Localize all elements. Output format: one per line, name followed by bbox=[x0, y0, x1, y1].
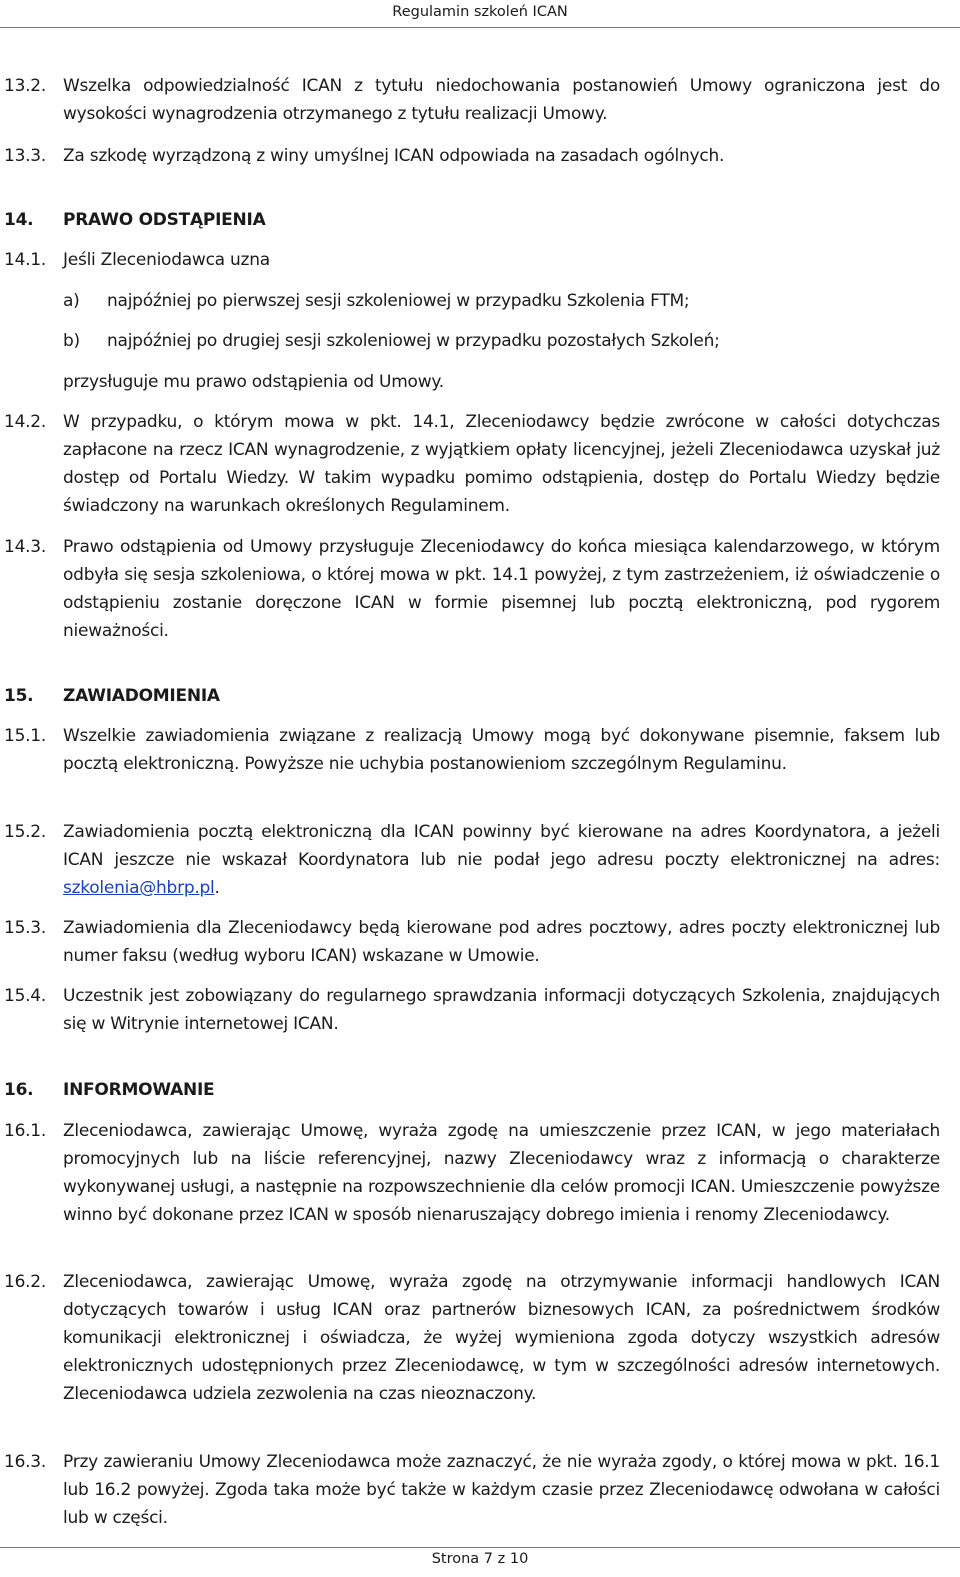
section-number: 16. bbox=[4, 1080, 34, 1100]
paragraph-text: Zleceniodawca, zawierając Umowę, wyraża zgodę na umieszczenie przez ICAN, w jego materiałach promocyjnych lub na liście referencyjnej, nazwy Zleceniodawcy wraz z informacją o charakterze wykonywanej usługi, a następnie na rozpowszechnienie dla celów promocji ICAN. Umieszczenie powyższe winno być dokonane przez ICAN w sposób nienaruszający dobrego imienia i renomy Zleceniodawcy. bbox=[63, 1121, 940, 1225]
list-item-text: najpóźniej po pierwszej sesji szkoleniowej w przypadku Szkolenia FTM; bbox=[107, 291, 690, 311]
paragraph-text: Wszelka odpowiedzialność ICAN z tytułu niedochowania postanowień Umowy ograniczona jest do wysokości wynagrodzenia otrzymanego z tytułu realizacji Umowy. bbox=[63, 76, 940, 124]
section-number: 15. bbox=[4, 686, 34, 706]
paragraph-text: Uczestnik jest zobowiązany do regularnego sprawdzania informacji dotyczących Szkolenia, znajdujących się w Witrynie internetowej ICAN. bbox=[63, 986, 940, 1034]
paragraph-number: 14.2. bbox=[4, 412, 47, 432]
list-item-letter: b) bbox=[63, 331, 80, 351]
paragraph-number: 15.4. bbox=[4, 986, 47, 1006]
section-number: 14. bbox=[4, 210, 34, 230]
paragraph-number: 16.3. bbox=[4, 1452, 47, 1472]
paragraph-number: 15.3. bbox=[4, 918, 47, 938]
section-title: ZAWIADOMIENIA bbox=[63, 686, 220, 706]
section-title: INFORMOWANIE bbox=[63, 1080, 215, 1100]
paragraph-number: 15.2. bbox=[4, 822, 47, 842]
paragraph-text: Jeśli Zleceniodawca uzna bbox=[63, 250, 270, 270]
section-title: PRAWO ODSTĄPIENIA bbox=[63, 210, 266, 230]
paragraph-text: Przy zawieraniu Umowy Zleceniodawca może zaznaczyć, że nie wyraża zgody, o której mowa w pkt. 16.1 lub 16.2 powyżej. Zgoda taka może być także w każdym czasie przez Zleceniodawcę odwołana w całości lub w części. bbox=[63, 1452, 940, 1528]
footer-divider bbox=[0, 1547, 960, 1548]
paragraph-text: przysługuje mu prawo odstąpienia od Umowy. bbox=[63, 372, 444, 392]
paragraph-number: 16.1. bbox=[4, 1121, 47, 1141]
paragraph-text: Za szkodę wyrządzoną z winy umyślnej ICAN odpowiada na zasadach ogólnych. bbox=[63, 146, 725, 166]
paragraph-text: W przypadku, o którym mowa w pkt. 14.1, Zleceniodawcy będzie zwrócone w całości dotychczas zapłacone na rzecz ICAN wynagrodzenie, z wyjątkiem opłaty licencyjnej, jeżeli Zleceniodawca uzyskał już dostęp od Portalu Wiedzy. W takim wypadku pomimo odstąpienia, dostęp do Portalu Wiedzy będzie świadczony na warunkach określonych Regulaminem. bbox=[63, 412, 940, 516]
paragraph-number: 15.1. bbox=[4, 726, 47, 746]
paragraph-number: 13.3. bbox=[4, 146, 47, 166]
paragraph-text: Wszelkie zawiadomienia związane z realizacją Umowy mogą być dokonywane pisemnie, faksem lub pocztą elektroniczną. Powyższe nie uchybia postanowieniom szczególnym Regulaminu. bbox=[63, 726, 940, 774]
page-footer: Strona 7 z 10 bbox=[431, 1551, 529, 1567]
paragraph-text-end: . bbox=[214, 878, 220, 898]
paragraph-text: Zleceniodawca, zawierając Umowę, wyraża zgodę na otrzymywanie informacji handlowych ICAN dotyczących towarów i usług ICAN oraz partnerów biznesowych ICAN, za pośrednictwem środków komunikacji elektronicznej i oświadcza, że wyżej wymieniona zgoda dotyczy wszystkich adresów elektronicznych udostępnionych przez Zleceniodawcę, w tym w szczególności adresów internetowych. Zleceniodawca udziela zezwolenia na czas nieoznaczony. bbox=[63, 1272, 940, 1404]
list-item-text: najpóźniej po drugiej sesji szkoleniowej w przypadku pozostałych Szkoleń; bbox=[107, 331, 720, 351]
paragraph-text bbox=[63, 818, 940, 902]
header-divider bbox=[0, 27, 960, 28]
paragraph-number: 16.2. bbox=[4, 1272, 47, 1292]
paragraph-text: Prawo odstąpienia od Umowy przysługuje Zleceniodawcy do końca miesiąca kalendarzowego, w którym odbyła się sesja szkoleniowa, o której mowa w pkt. 14.1 powyżej, z tym zastrzeżeniem, iż oświadczenie o odstąpieniu zostanie doręczone ICAN w formie pisemnej lub pocztą elektroniczną, pod rygorem nieważności. bbox=[63, 537, 940, 641]
paragraph-text: Zawiadomienia dla Zleceniodawcy będą kierowane pod adres pocztowy, adres poczty elektronicznej lub numer faksu (według wyboru ICAN) wskazane w Umowie. bbox=[63, 918, 940, 966]
page-header: Regulamin szkoleń ICAN bbox=[392, 4, 568, 20]
email-link[interactable]: szkolenia@hbrp.pl bbox=[63, 878, 215, 898]
list-item-letter: a) bbox=[63, 291, 80, 311]
paragraph-number: 14.3. bbox=[4, 537, 47, 557]
paragraph-number: 14.1. bbox=[4, 250, 47, 270]
paragraph-number: 13.2. bbox=[4, 76, 47, 96]
paragraph-text-body: Zawiadomienia pocztą elektroniczną dla ICAN powinny być kierowane na adres Koordynatora, a jeżeli ICAN jeszcze nie wskazał Koordynatora lub nie podał jego adresu poczty elektronicznej na adres: bbox=[63, 822, 940, 870]
